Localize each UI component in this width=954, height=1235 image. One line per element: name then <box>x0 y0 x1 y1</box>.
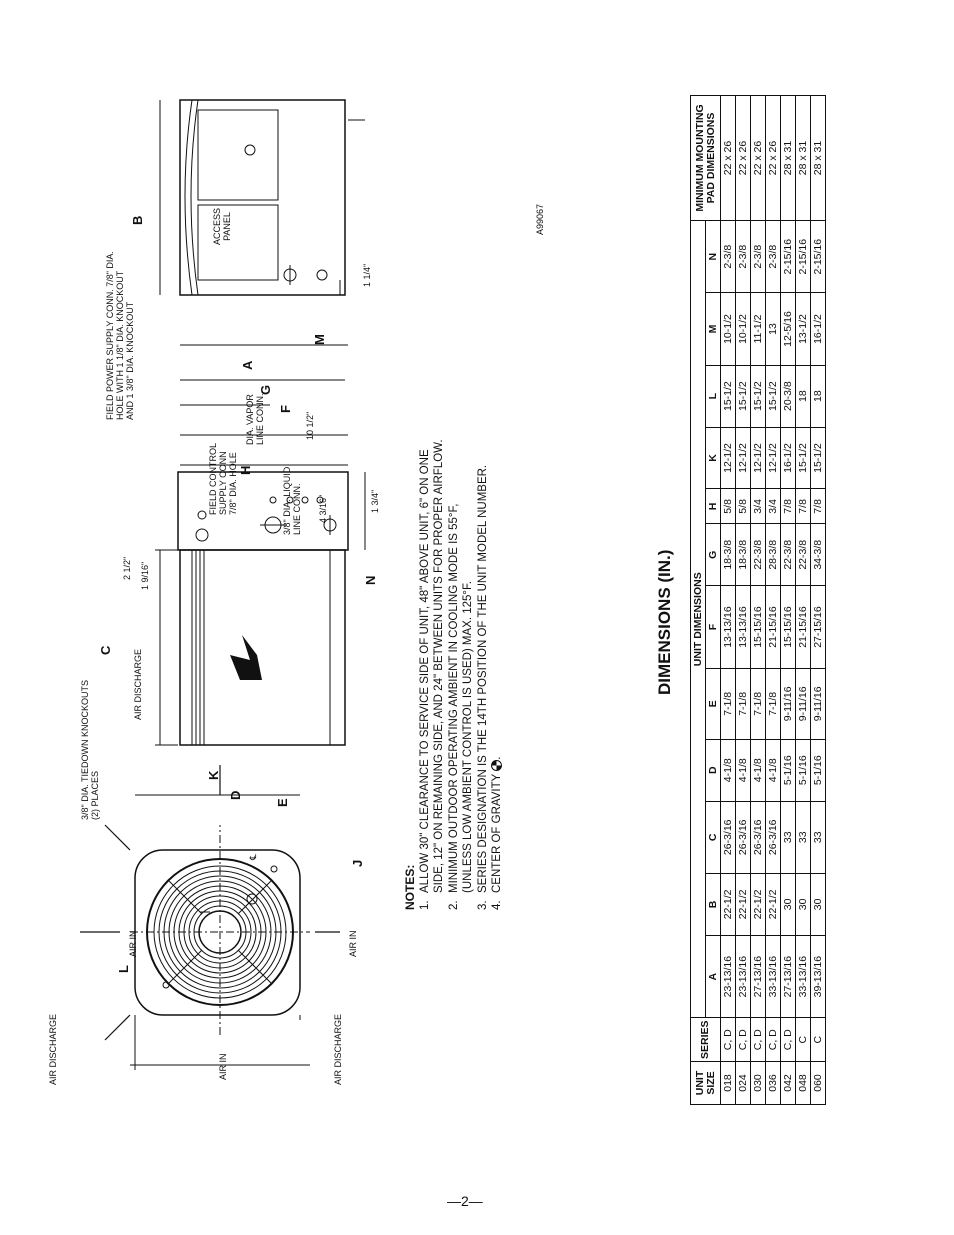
table-cell: 26-3/16 <box>766 801 781 873</box>
table-cell: 030 <box>751 1062 766 1105</box>
note-line: MINIMUM OUTDOOR OPERATING AMBIENT IN COOLING MODE IS 55°F, <box>447 503 460 893</box>
col-a: A <box>706 935 721 1018</box>
table-row <box>751 96 766 1105</box>
table-cell: 27-15/16 <box>811 586 826 669</box>
table-cell: 22-3/8 <box>796 524 811 586</box>
power-knockout <box>198 511 206 519</box>
table-cell: 16-1/2 <box>811 293 826 365</box>
tiedown-knockout <box>271 866 277 872</box>
air-in-label-2: AIR IN <box>128 930 138 957</box>
dim-e: E <box>275 798 290 807</box>
table-row <box>811 96 826 1105</box>
air-in-label-3: AIR IN <box>348 930 358 957</box>
col-c: C <box>706 801 721 873</box>
dim-1-9-16: 1 9/16" <box>140 561 150 590</box>
dim-h: H <box>238 465 253 475</box>
dim-a: A <box>240 360 255 370</box>
table-cell: 048 <box>796 1062 811 1105</box>
dim-k: K <box>206 770 221 780</box>
table-cell: 15-15/16 <box>751 586 766 669</box>
field-control-knockout <box>196 529 208 541</box>
access-panel-right <box>198 110 278 200</box>
note-line: SERIES DESIGNATION IS THE 14TH POSITION OF THE UNIT MODEL NUMBER. <box>476 464 489 893</box>
table-cell: 2-15/16 <box>781 221 796 293</box>
col-b: B <box>706 873 721 935</box>
table-row <box>781 96 796 1105</box>
table-cell: 060 <box>811 1062 826 1105</box>
notes-block <box>403 390 505 910</box>
table-cell: 11-1/2 <box>751 293 766 365</box>
note-3 <box>476 390 491 910</box>
figure-code: A99067 <box>535 203 545 235</box>
table-cell: 30 <box>796 873 811 935</box>
note-num: 1. <box>418 900 431 910</box>
column-header-row <box>706 96 721 1105</box>
dimensions-table <box>690 95 826 1105</box>
table-cell: 7/8 <box>781 489 796 524</box>
unit-top-rail <box>180 550 192 745</box>
note-1 <box>418 390 447 910</box>
col-f: F <box>706 586 721 669</box>
fan-edge <box>185 100 198 295</box>
table-cell: 13 <box>766 293 781 365</box>
unit-front-outline <box>180 550 345 745</box>
table-cell: 28 x 31 <box>781 96 796 221</box>
note-line: CENTER OF GRAVITY <box>491 773 503 893</box>
table-cell: 33 <box>781 801 796 873</box>
table-cell: 7/8 <box>796 489 811 524</box>
table-cell: 27-13/16 <box>751 935 766 1018</box>
table-cell: 2-3/8 <box>736 221 751 293</box>
table-cell: 33-13/16 <box>766 935 781 1018</box>
table-title: DIMENSIONS (IN.) <box>655 549 674 695</box>
table-cell: 33 <box>811 801 826 873</box>
field-control-line-2: SUPPLY CONN <box>218 451 228 515</box>
air-discharge-label-2: AIR DISCHARGE <box>333 1013 343 1085</box>
table-cell: 28-3/8 <box>766 524 781 586</box>
table-row <box>796 96 811 1105</box>
power-line-2: HOLE WITH 1 1/8" DIA. KNOCKOUT <box>115 270 125 420</box>
table-cell: 22 x 26 <box>736 96 751 221</box>
table-cell: 15-15/16 <box>781 586 796 669</box>
table-cell: 15-1/2 <box>736 365 751 427</box>
unit-side-outline <box>180 100 345 295</box>
table-cell: 21-15/16 <box>766 586 781 669</box>
liquid-line-1: 3/8" DIA. LIQUID <box>282 466 292 535</box>
notes-heading: NOTES: <box>403 864 417 910</box>
table-cell: 036 <box>766 1062 781 1105</box>
table-cell: 22-1/2 <box>766 873 781 935</box>
page-number: —2— <box>447 1193 483 1209</box>
table-cell: 12-1/2 <box>751 427 766 489</box>
table-cell: 12-1/2 <box>736 427 751 489</box>
access-line-2: PANEL <box>222 212 232 241</box>
table-cell: 22-1/2 <box>751 873 766 935</box>
table-cell: 4-1/8 <box>736 739 751 801</box>
table-cell: 39-13/16 <box>811 935 826 1018</box>
table-cell: 34-3/8 <box>811 524 826 586</box>
col-unit-size: UNIT SIZE <box>691 1062 721 1105</box>
table-cell: 27-13/16 <box>781 935 796 1018</box>
table-cell: 018 <box>721 1062 736 1105</box>
table-cell: 5/8 <box>736 489 751 524</box>
table-cell: C <box>796 1018 811 1062</box>
unit-dimensions-header: UNIT DIMENSIONS <box>691 221 706 1018</box>
table-cell: 22-3/8 <box>751 524 766 586</box>
table-cell: C, D <box>721 1018 736 1062</box>
note-4: 4. CENTER OF GRAVITY . <box>491 756 503 910</box>
table-cell: 18 <box>796 365 811 427</box>
side-valves <box>284 265 327 285</box>
table-cell: 22-1/2 <box>721 873 736 935</box>
access-panel-left <box>198 205 278 280</box>
note-line: (UNLESS LOW AMBIENT CONTROL IS USED) MAX. 125°F. <box>462 581 474 893</box>
dim-4-3-16: 4 3/16" <box>318 494 328 523</box>
table-cell: C, D <box>751 1018 766 1062</box>
table-cell: 18-3/8 <box>736 524 751 586</box>
col-m: M <box>706 293 721 365</box>
table-cell: 18 <box>811 365 826 427</box>
brand-logo <box>230 635 262 680</box>
table-cell: 2-3/8 <box>766 221 781 293</box>
vapor-line-1: DIA. VAPOR <box>245 394 255 445</box>
col-h: H <box>706 489 721 524</box>
note-line: ALLOW 30" CLEARANCE TO SERVICE SIDE OF UNIT, 48" ABOVE UNIT, 6" ON ONE <box>418 449 431 893</box>
air-discharge-label-3: AIR DISCHARGE <box>133 648 143 720</box>
table-cell: 9-11/16 <box>796 668 811 739</box>
table-cell: 30 <box>811 873 826 935</box>
dim-b: B <box>130 215 145 225</box>
table-cell: 7-1/8 <box>751 668 766 739</box>
vapor-line-2: LINE CONN. <box>255 393 265 445</box>
table-cell: 20-3/8 <box>781 365 796 427</box>
dim-10-half: 10 1/2" <box>305 411 315 440</box>
vapor-label <box>245 393 265 445</box>
table-cell: 15-1/2 <box>721 365 736 427</box>
table-cell: 13-13/16 <box>721 586 736 669</box>
table-cell: 28 x 31 <box>811 96 826 221</box>
table-cell: 30 <box>781 873 796 935</box>
table-cell: 12-1/2 <box>721 427 736 489</box>
table-cell: 2-3/8 <box>721 221 736 293</box>
table-cell: 15-1/2 <box>811 427 826 489</box>
table-cell: 13-1/2 <box>796 293 811 365</box>
dim-1-1-4: 1 1/4" <box>362 263 372 287</box>
table-cell: 22 x 26 <box>766 96 781 221</box>
table-row <box>736 96 751 1105</box>
table-cell: 21-15/16 <box>796 586 811 669</box>
table-cell: 22 x 26 <box>721 96 736 221</box>
col-d: D <box>706 739 721 801</box>
dim-m: M <box>312 334 327 345</box>
table-cell: 22-1/2 <box>736 873 751 935</box>
table-cell: 22-3/8 <box>781 524 796 586</box>
table-cell: 9-11/16 <box>781 668 796 739</box>
power-supply-label <box>105 251 135 420</box>
table-cell: 2-15/16 <box>811 221 826 293</box>
table-cell: 024 <box>736 1062 751 1105</box>
table-cell: 2-15/16 <box>796 221 811 293</box>
col-series: SERIES <box>691 1018 721 1062</box>
table-cell: 26-3/16 <box>736 801 751 873</box>
table-cell: 23-13/16 <box>721 935 736 1018</box>
coil-grille <box>196 550 330 745</box>
dim-d: D <box>228 790 243 800</box>
power-line-3: AND 1 3/8" DIA. KNOCKOUT <box>125 301 135 420</box>
note-num: 4. <box>491 900 503 910</box>
table-cell: 22 x 26 <box>751 96 766 221</box>
table-row <box>721 96 736 1105</box>
table-cell: 15-1/2 <box>796 427 811 489</box>
note-line: SIDE, 12" ON REMAINING SIDE, AND 24" BETWEEN UNITS FOR PROPER AIRFLOW. <box>433 439 445 893</box>
col-k: K <box>706 427 721 489</box>
table-cell: 5-1/16 <box>796 739 811 801</box>
dim-g: G <box>258 384 273 395</box>
table-cell: 2-3/8 <box>751 221 766 293</box>
table-cell: 4-1/8 <box>721 739 736 801</box>
col-n: N <box>706 221 721 293</box>
table-cell: 13-13/16 <box>736 586 751 669</box>
table-cell: 7/8 <box>811 489 826 524</box>
table-cell: 26-3/16 <box>751 801 766 873</box>
table-cell: 12-1/2 <box>766 427 781 489</box>
col-l: L <box>706 365 721 427</box>
table-cell: C, D <box>766 1018 781 1062</box>
table-cell: C, D <box>736 1018 751 1062</box>
table-cell: 23-13/16 <box>736 935 751 1018</box>
liquid-label <box>282 467 302 535</box>
tiedown-knockout <box>163 982 169 988</box>
table-cell: 9-11/16 <box>811 668 826 739</box>
note-2 <box>447 390 476 910</box>
access-line-1: ACCESS <box>212 207 222 245</box>
dim-f: F <box>278 405 293 413</box>
dim-1-3-4: 1 3/4" <box>370 489 380 513</box>
table-cell: 042 <box>781 1062 796 1105</box>
top-view-drawing <box>60 755 360 1095</box>
access-panel-label <box>212 208 232 245</box>
table-cell: 5-1/16 <box>781 739 796 801</box>
table-cell: 28 x 31 <box>796 96 811 221</box>
tiedown-line-2: (2) PLACES <box>90 770 100 820</box>
table-body <box>721 96 826 1105</box>
air-in-label-1: AIR IN <box>218 1053 228 1080</box>
table-cell: 26-3/16 <box>721 801 736 873</box>
center-of-gravity-icon <box>491 760 502 771</box>
note-num: 2. <box>447 900 460 910</box>
dim-l: L <box>116 965 131 973</box>
dim-j: J <box>350 859 365 867</box>
liquid-line-2: LINE CONN. <box>292 483 302 535</box>
table-cell: 7-1/8 <box>736 668 751 739</box>
dim-c: C <box>98 645 113 655</box>
centerline-mark: ℄ <box>248 854 258 860</box>
power-line-1: FIELD POWER SUPPLY CONN. 7/8" DIA. <box>105 251 115 420</box>
col-e: E <box>706 668 721 739</box>
table-cell: 3/4 <box>766 489 781 524</box>
table-cell: 4-1/8 <box>751 739 766 801</box>
table-cell: 3/4 <box>751 489 766 524</box>
table-row <box>766 96 781 1105</box>
dim-n: N <box>363 575 378 585</box>
table-cell: 15-1/2 <box>751 365 766 427</box>
table-cell: 12-5/16 <box>781 293 796 365</box>
field-control-line-3: 7/8" DIA. HOLE <box>228 452 238 515</box>
table-cell: 5-1/16 <box>811 739 826 801</box>
note-num: 3. <box>476 900 489 910</box>
table-cell: 5/8 <box>721 489 736 524</box>
table-cell: C <box>811 1018 826 1062</box>
tiedown-line-1: 3/8" DIA. TIEDOWN KNOCKOUTS <box>80 679 90 820</box>
dim-2-half: 2 1/2" <box>122 556 132 580</box>
table-cell: 33-13/16 <box>796 935 811 1018</box>
field-control-line-1: FIELD CONTROL <box>208 442 218 515</box>
table-cell: 18-3/8 <box>721 524 736 586</box>
air-discharge-label-1: AIR DISCHARGE <box>48 1013 58 1085</box>
table-cell: 10-1/2 <box>721 293 736 365</box>
center-of-gravity-icon <box>245 145 255 155</box>
table-cell: 16-1/2 <box>781 427 796 489</box>
table-cell: 15-1/2 <box>766 365 781 427</box>
table-cell: 4-1/8 <box>766 739 781 801</box>
table-cell: 10-1/2 <box>736 293 751 365</box>
col-pad: MINIMUM MOUNTING PAD DIMENSIONS <box>691 96 721 221</box>
table-cell: 7-1/8 <box>766 668 781 739</box>
table-cell: 7-1/8 <box>721 668 736 739</box>
table-cell: C, D <box>781 1018 796 1062</box>
field-control-label <box>208 443 238 515</box>
col-g: G <box>706 524 721 586</box>
table-cell: 33 <box>796 801 811 873</box>
